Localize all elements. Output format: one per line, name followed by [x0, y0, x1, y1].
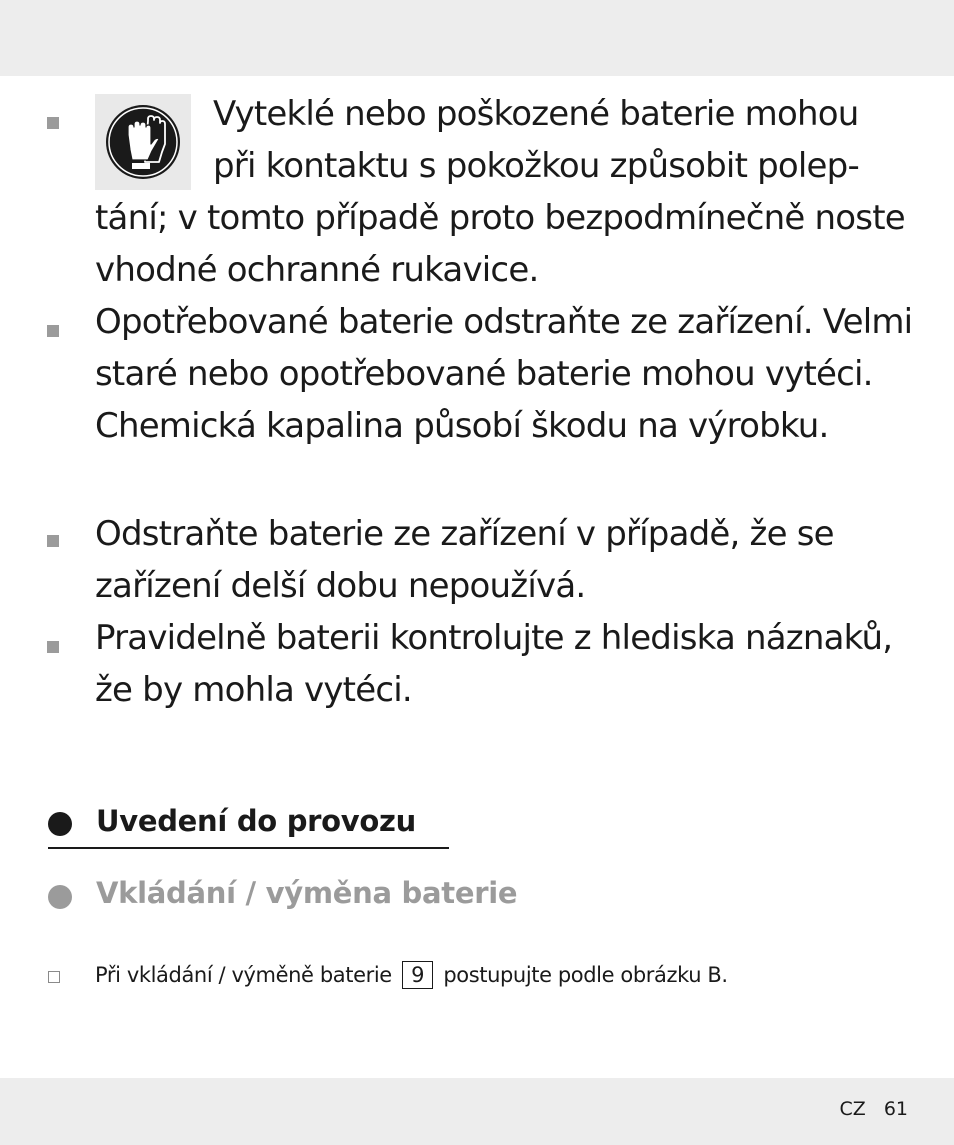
page-footer: [840, 1098, 908, 1120]
step-text-after: postupujte podle obrázku B.: [443, 963, 728, 987]
warning-rest: tání; v tomto případě proto bezpodmínečně noste vhodné ochranné rukavice.: [95, 198, 905, 290]
bullet-text-3: Pravidelně baterii kontrolujte z hlediska náznaků, že by mohla vytéci.: [95, 618, 893, 710]
heading-underline: [48, 847, 449, 849]
section-heading-battery: Vkládání / výměna baterie: [96, 876, 518, 910]
bullet-text-1: Opotřebované baterie odstraňte ze zařízení. Velmi staré nebo opotřebované baterie mohou vytéci. Chemická kapalina působí škodu na výrobku.: [95, 302, 913, 446]
step-text: [95, 958, 728, 992]
page-number: 61: [883, 1098, 908, 1120]
bullet-marker: [47, 325, 59, 337]
section-dot: [48, 885, 72, 909]
bottom-band: [0, 1078, 954, 1145]
bullet-text-2: Odstraňte baterie ze zařízení v případě, že se zařízení delší dobu nepoužívá.: [95, 514, 834, 606]
step-checkbox: [48, 971, 60, 983]
warning-line-1: Vyteklé nebo poškozené baterie mohou: [213, 94, 859, 134]
step-text-before: Při vkládání / výměně baterie: [95, 963, 392, 987]
bullet-marker: [47, 535, 59, 547]
section-heading-startup: Uvedení do provozu: [96, 804, 416, 838]
glove-warning: [95, 88, 915, 296]
footer-language: CZ: [839, 1098, 866, 1120]
top-band: [0, 0, 954, 76]
bullet-marker: [47, 641, 59, 653]
bullet-marker: [47, 117, 59, 129]
section-dot: [48, 812, 72, 836]
glove-icon: [95, 94, 191, 190]
warning-line-2: při kontaktu s pokožkou způsobit polep-: [213, 146, 859, 186]
part-reference-box: 9: [402, 961, 433, 989]
